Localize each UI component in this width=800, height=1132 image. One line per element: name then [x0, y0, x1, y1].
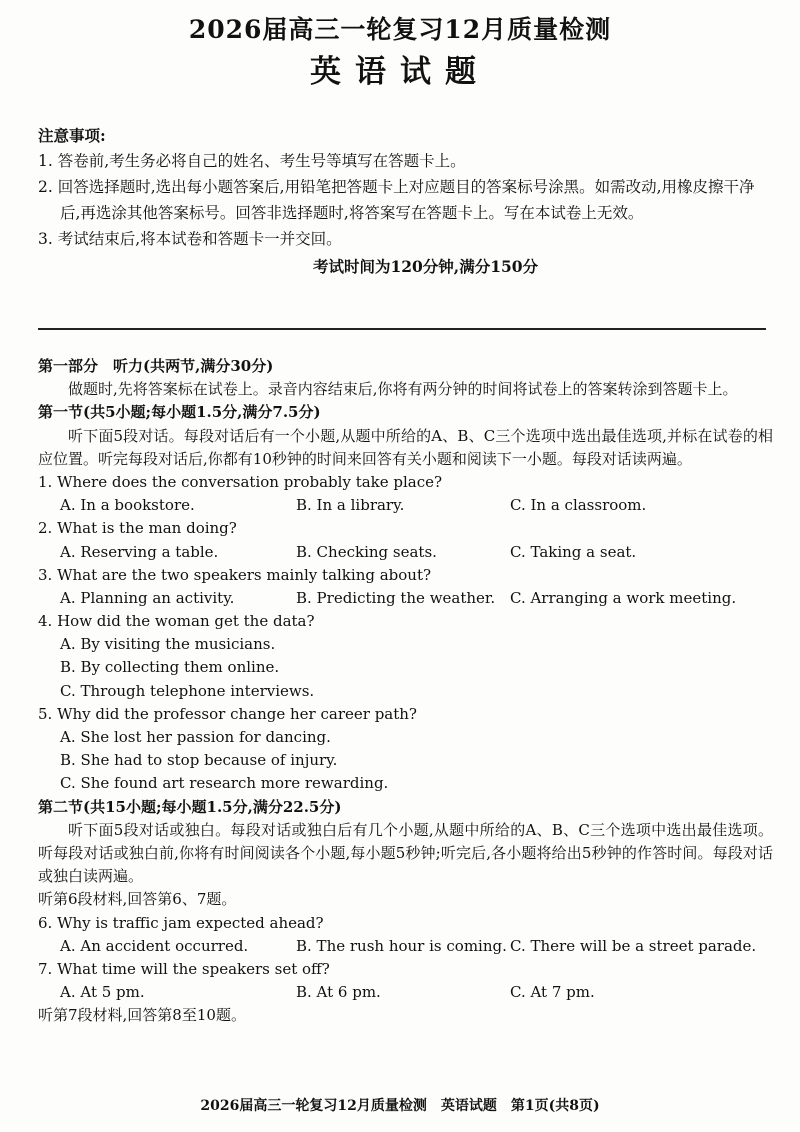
notice-item: 3. 考试结束后,将本试卷和答题卡一并交回。	[38, 230, 342, 248]
options-row	[38, 935, 773, 958]
notice-item: 1. 答卷前,考生务必将自己的姓名、考生号等填写在答题卡上。	[38, 152, 466, 170]
section1-heading: 第一节(共5小题;每小题1.5分,满分7.5分)	[38, 403, 321, 422]
option-a: A. By visiting the musicians.	[60, 635, 276, 654]
option-a: A. An accident occurred.	[60, 936, 249, 955]
option-c: C. Taking a seat.	[510, 542, 637, 561]
exam-time: 考试时间为120分钟,满分150分	[312, 257, 539, 276]
options-row	[38, 494, 773, 517]
notice-item: 2. 回答选择题时,选出每小题答案后,用铅笔把答题卡上对应题目的答案标号涂黑。如需改动,用橡皮擦干净后,再选涂其他答案标号。回答非选择题时,将答案写在答题卡上。写在本试卷上无效。	[38, 178, 755, 222]
question: 7. What time will the speakers set off?	[38, 959, 330, 978]
option-c: C. There will be a street parade.	[510, 936, 757, 955]
option-a: A. Reserving a table.	[60, 542, 219, 561]
options-row	[38, 541, 773, 564]
exam-title: 2026届高三一轮复习12月质量检测	[188, 15, 612, 44]
option-b: B. In a library.	[296, 496, 405, 515]
notice-heading: 注意事项:	[38, 126, 106, 145]
question: 6. Why is traffic jam expected ahead?	[38, 913, 324, 932]
section1-intro: 听下面5段对话。每段对话后有一个小题,从题中所给的A、B、C三个选项中选出最佳选项,并标在试卷的相应位置。听完每段对话后,你都有10秒钟的时间来回答有关小题和阅读下一小题。每段对话读两遍。	[38, 426, 773, 468]
question: 1. Where does the conversation probably take place?	[38, 472, 443, 491]
part1-intro: 做题时,先将答案标在试卷上。录音内容结束后,你将有两分钟的时间将试卷上的答案转涂到答题卡上。	[68, 380, 738, 399]
part1-content	[38, 355, 773, 1028]
section2-heading: 第二节(共15小题;每小题1.5分,满分22.5分)	[38, 797, 342, 816]
option-b: B. She had to stop because of injury.	[60, 751, 338, 770]
material-6-note: 听第6段材料,回答第6、7题。	[38, 890, 237, 909]
subject-title: 英语试题	[310, 54, 490, 90]
question: 3. What are the two speakers mainly talking about?	[38, 565, 432, 584]
option-a: A. Planning an activity.	[60, 588, 235, 607]
question: 5. Why did the professor change her career path?	[38, 704, 417, 723]
options-row	[38, 981, 773, 1004]
option-a: A. At 5 pm.	[60, 983, 145, 1002]
option-c: C. At 7 pm.	[510, 983, 595, 1002]
option-b: B. At 6 pm.	[296, 983, 381, 1002]
option-c: C. Through telephone interviews.	[60, 681, 315, 700]
page-footer: 2026届高三一轮复习12月质量检测 英语试题 第1页(共8页)	[200, 1098, 600, 1114]
option-a: A. In a bookstore.	[60, 496, 195, 515]
options-row	[38, 587, 773, 610]
option-b: B. The rush hour is coming.	[296, 936, 507, 955]
section2-intro: 听下面5段对话或独白。每段对话或独白后有几个小题,从题中所给的A、B、C三个选项中选出最佳选项。听每段对话或独白前,你将有时间阅读各个小题,每小题5秒钟;听完后,各小题将给出5秒钟的作答时间。每段对话或独白读两遍。	[38, 820, 773, 886]
divider	[38, 328, 766, 330]
option-c: C. Arranging a work meeting.	[510, 588, 737, 607]
option-b: B. By collecting them online.	[60, 658, 280, 677]
option-c: C. In a classroom.	[510, 496, 647, 515]
notice-block	[38, 124, 773, 280]
option-a: A. She lost her passion for dancing.	[60, 728, 331, 747]
part1-heading: 第一部分 听力(共两节,满分30分)	[38, 357, 274, 375]
material-7-note: 听第7段材料,回答第8至10题。	[38, 1006, 246, 1025]
question: 2. What is the man doing?	[38, 519, 237, 538]
option-b: B. Predicting the weather.	[296, 588, 496, 607]
question: 4. How did the woman get the data?	[38, 612, 315, 631]
option-b: B. Checking seats.	[296, 542, 437, 561]
option-c: C. She found art research more rewarding.	[60, 774, 389, 793]
